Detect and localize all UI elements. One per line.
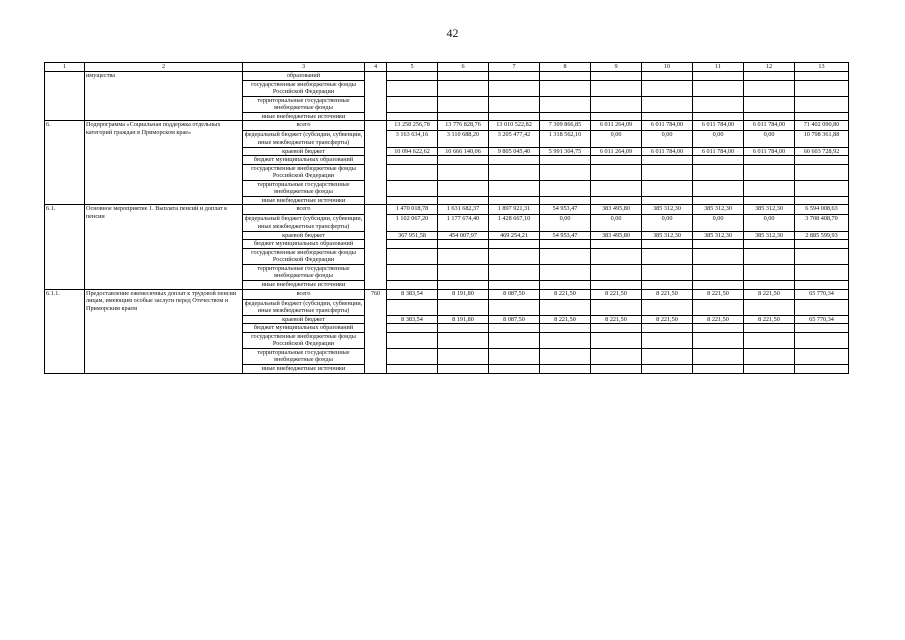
value-cell bbox=[591, 196, 642, 205]
funding-source-cell: краевой бюджет bbox=[243, 315, 365, 324]
value-cell bbox=[540, 180, 591, 196]
funding-source-cell: территориальные государственные внебюджетные фонды bbox=[243, 96, 365, 112]
value-cell bbox=[591, 280, 642, 289]
value-cell bbox=[795, 240, 849, 249]
value-cell bbox=[540, 72, 591, 81]
value-cell bbox=[642, 365, 693, 374]
value-cell: 469 254,21 bbox=[489, 231, 540, 240]
funding-source-cell: территориальные государственные внебюджетные фонды bbox=[243, 180, 365, 196]
value-cell: 1 428 667,10 bbox=[489, 215, 540, 231]
value-cell bbox=[438, 164, 489, 180]
value-cell: 54 953,47 bbox=[540, 205, 591, 215]
value-cell: 3 110 688,20 bbox=[438, 131, 489, 147]
value-cell bbox=[438, 80, 489, 96]
value-cell: 6 011 264,09 bbox=[591, 121, 642, 131]
value-cell: 8 087,50 bbox=[489, 315, 540, 324]
value-cell bbox=[387, 196, 438, 205]
value-cell bbox=[540, 348, 591, 364]
value-cell bbox=[591, 248, 642, 264]
value-cell: 1 470 018,78 bbox=[387, 205, 438, 215]
funding-source-cell: государственные внебюджетные фонды Российской Федерации bbox=[243, 248, 365, 264]
value-cell bbox=[438, 348, 489, 364]
value-cell bbox=[387, 240, 438, 249]
funding-source-cell: федеральный бюджет (субсидии, субвенции, иные межбюджетные трансферты) bbox=[243, 131, 365, 147]
value-cell: 8 087,50 bbox=[489, 289, 540, 299]
value-cell bbox=[795, 264, 849, 280]
value-cell: 8 221,50 bbox=[540, 315, 591, 324]
value-cell bbox=[795, 196, 849, 205]
value-cell bbox=[438, 240, 489, 249]
value-cell bbox=[642, 180, 693, 196]
value-cell: 6 011 264,09 bbox=[591, 147, 642, 156]
value-cell bbox=[387, 96, 438, 112]
value-cell bbox=[438, 196, 489, 205]
value-cell: 8 221,50 bbox=[693, 315, 744, 324]
column-header: 11 bbox=[693, 63, 744, 72]
value-cell: 9 805 045,40 bbox=[489, 147, 540, 156]
value-cell: 8 221,50 bbox=[642, 289, 693, 299]
funding-source-cell: бюджет муниципальных образований bbox=[243, 240, 365, 249]
value-cell bbox=[642, 324, 693, 333]
value-cell bbox=[387, 332, 438, 348]
value-cell bbox=[387, 180, 438, 196]
value-cell bbox=[693, 196, 744, 205]
value-cell bbox=[642, 348, 693, 364]
value-cell: 8 221,50 bbox=[744, 315, 795, 324]
value-cell bbox=[693, 96, 744, 112]
value-cell bbox=[438, 248, 489, 264]
value-cell: 60 603 728,92 bbox=[795, 147, 849, 156]
column-header: 8 bbox=[540, 63, 591, 72]
value-cell: 6 594 008,63 bbox=[795, 205, 849, 215]
value-cell bbox=[693, 348, 744, 364]
funding-source-cell: образований bbox=[243, 72, 365, 81]
value-cell bbox=[744, 280, 795, 289]
value-cell bbox=[795, 72, 849, 81]
value-cell: 0,00 bbox=[693, 215, 744, 231]
value-cell bbox=[591, 332, 642, 348]
column-header: 2 bbox=[85, 63, 243, 72]
value-cell bbox=[591, 72, 642, 81]
value-cell: 8 221,50 bbox=[642, 315, 693, 324]
value-cell bbox=[438, 180, 489, 196]
value-cell: 5 991 304,75 bbox=[540, 147, 591, 156]
column-header: 3 bbox=[243, 63, 365, 72]
value-cell bbox=[642, 156, 693, 165]
value-cell bbox=[489, 112, 540, 121]
value-cell bbox=[693, 324, 744, 333]
column-header: 10 bbox=[642, 63, 693, 72]
value-cell bbox=[744, 72, 795, 81]
column-header: 9 bbox=[591, 63, 642, 72]
value-cell: 6 011 784,00 bbox=[744, 121, 795, 131]
value-cell bbox=[642, 248, 693, 264]
value-cell bbox=[540, 299, 591, 315]
value-cell bbox=[438, 324, 489, 333]
value-cell bbox=[693, 180, 744, 196]
funding-source-cell: краевой бюджет bbox=[243, 147, 365, 156]
funding-source-cell: федеральный бюджет (субсидии, субвенции, иные межбюджетные трансферты) bbox=[243, 215, 365, 231]
value-cell: 8 221,50 bbox=[744, 289, 795, 299]
value-cell: 13 258 256,78 bbox=[387, 121, 438, 131]
column-header: 5 bbox=[387, 63, 438, 72]
table-row bbox=[45, 72, 849, 81]
value-cell bbox=[642, 164, 693, 180]
value-cell bbox=[591, 112, 642, 121]
value-cell bbox=[489, 96, 540, 112]
value-cell bbox=[489, 332, 540, 348]
value-cell: 10 094 622,62 bbox=[387, 147, 438, 156]
value-cell: 7 309 866,85 bbox=[540, 121, 591, 131]
value-cell bbox=[489, 348, 540, 364]
value-cell bbox=[438, 72, 489, 81]
value-cell: 6 011 784,00 bbox=[642, 121, 693, 131]
value-cell: 1 102 067,20 bbox=[387, 215, 438, 231]
value-cell bbox=[489, 72, 540, 81]
table-row bbox=[45, 205, 849, 215]
value-cell: 13 010 522,82 bbox=[489, 121, 540, 131]
value-cell bbox=[744, 196, 795, 205]
value-cell bbox=[795, 324, 849, 333]
value-cell bbox=[693, 332, 744, 348]
value-cell bbox=[642, 112, 693, 121]
value-cell bbox=[540, 280, 591, 289]
value-cell: 8 191,80 bbox=[438, 289, 489, 299]
funding-source-cell: краевой бюджет bbox=[243, 231, 365, 240]
value-cell bbox=[591, 156, 642, 165]
value-cell bbox=[744, 348, 795, 364]
value-cell bbox=[540, 164, 591, 180]
funding-source-cell: государственные внебюджетные фонды Российской Федерации bbox=[243, 164, 365, 180]
funding-source-cell: иные внебюджетные источники bbox=[243, 112, 365, 121]
value-cell bbox=[540, 240, 591, 249]
value-cell: 6 011 784,00 bbox=[693, 121, 744, 131]
value-cell bbox=[438, 112, 489, 121]
code-cell bbox=[365, 72, 387, 121]
value-cell bbox=[438, 280, 489, 289]
row-number-cell bbox=[45, 72, 85, 121]
value-cell bbox=[387, 324, 438, 333]
column-header: 7 bbox=[489, 63, 540, 72]
value-cell bbox=[795, 164, 849, 180]
value-cell bbox=[489, 80, 540, 96]
header-row bbox=[45, 63, 849, 72]
value-cell bbox=[438, 96, 489, 112]
funding-source-cell: бюджет муниципальных образований bbox=[243, 324, 365, 333]
value-cell: 65 770,34 bbox=[795, 315, 849, 324]
value-cell bbox=[387, 365, 438, 374]
value-cell: 54 953,47 bbox=[540, 231, 591, 240]
value-cell bbox=[489, 264, 540, 280]
value-cell bbox=[591, 264, 642, 280]
value-cell bbox=[744, 248, 795, 264]
value-cell bbox=[438, 264, 489, 280]
value-cell bbox=[642, 96, 693, 112]
value-cell bbox=[387, 164, 438, 180]
value-cell bbox=[744, 264, 795, 280]
value-cell bbox=[642, 240, 693, 249]
value-cell: 3 205 477,42 bbox=[489, 131, 540, 147]
value-cell bbox=[744, 156, 795, 165]
value-cell bbox=[540, 80, 591, 96]
value-cell: 0,00 bbox=[744, 131, 795, 147]
value-cell bbox=[744, 332, 795, 348]
value-cell: 8 221,50 bbox=[540, 289, 591, 299]
code-cell: 760 bbox=[365, 289, 387, 373]
value-cell bbox=[693, 248, 744, 264]
value-cell bbox=[693, 164, 744, 180]
value-cell bbox=[489, 164, 540, 180]
value-cell bbox=[693, 72, 744, 81]
value-cell: 0,00 bbox=[693, 131, 744, 147]
column-header: 1 bbox=[45, 63, 85, 72]
program-name-cell: Основное мероприятие 1. Выплата пенсий и доплат к пенсии bbox=[85, 205, 243, 289]
value-cell bbox=[489, 365, 540, 374]
value-cell: 1 631 682,37 bbox=[438, 205, 489, 215]
funding-source-cell: государственные внебюджетные фонды Российской Федерации bbox=[243, 332, 365, 348]
funding-source-cell: всего bbox=[243, 289, 365, 299]
value-cell bbox=[591, 96, 642, 112]
value-cell bbox=[591, 324, 642, 333]
value-cell bbox=[744, 324, 795, 333]
value-cell bbox=[591, 164, 642, 180]
value-cell bbox=[591, 348, 642, 364]
column-header: 12 bbox=[744, 63, 795, 72]
table-row bbox=[45, 289, 849, 299]
value-cell bbox=[795, 248, 849, 264]
value-cell bbox=[540, 196, 591, 205]
value-cell: 8 383,54 bbox=[387, 315, 438, 324]
funding-source-cell: всего bbox=[243, 121, 365, 131]
value-cell bbox=[693, 280, 744, 289]
funding-source-cell: иные внебюджетные источники bbox=[243, 280, 365, 289]
value-cell bbox=[540, 332, 591, 348]
funding-source-cell: территориальные государственные внебюджетные фонды bbox=[243, 264, 365, 280]
value-cell bbox=[642, 299, 693, 315]
value-cell: 8 221,50 bbox=[591, 289, 642, 299]
value-cell: 385 312,30 bbox=[693, 205, 744, 215]
value-cell bbox=[591, 80, 642, 96]
value-cell bbox=[693, 112, 744, 121]
table-row bbox=[45, 121, 849, 131]
value-cell bbox=[744, 96, 795, 112]
value-cell bbox=[795, 365, 849, 374]
value-cell bbox=[489, 196, 540, 205]
value-cell: 3 708 408,70 bbox=[795, 215, 849, 231]
value-cell: 0,00 bbox=[591, 215, 642, 231]
value-cell bbox=[795, 280, 849, 289]
value-cell bbox=[540, 248, 591, 264]
value-cell bbox=[489, 156, 540, 165]
value-cell: 65 770,34 bbox=[795, 289, 849, 299]
value-cell bbox=[540, 96, 591, 112]
value-cell: 0,00 bbox=[591, 131, 642, 147]
value-cell bbox=[438, 365, 489, 374]
value-cell: 6 011 784,00 bbox=[744, 147, 795, 156]
value-cell bbox=[744, 164, 795, 180]
value-cell bbox=[642, 80, 693, 96]
value-cell: 0,00 bbox=[642, 131, 693, 147]
value-cell bbox=[540, 365, 591, 374]
value-cell bbox=[642, 72, 693, 81]
value-cell: 454 007,97 bbox=[438, 231, 489, 240]
value-cell bbox=[693, 264, 744, 280]
value-cell: 385 312,30 bbox=[642, 231, 693, 240]
value-cell bbox=[591, 365, 642, 374]
program-name-cell: имущества bbox=[85, 72, 243, 121]
program-name-cell: Подпрограмма «Социальная поддержка отдельных категорий граждан в Приморском крае» bbox=[85, 121, 243, 205]
row-number-cell: 6.1. bbox=[45, 205, 85, 289]
value-cell bbox=[387, 112, 438, 121]
value-cell bbox=[387, 264, 438, 280]
value-cell: 385 312,30 bbox=[744, 231, 795, 240]
value-cell bbox=[591, 180, 642, 196]
value-cell: 0,00 bbox=[744, 215, 795, 231]
value-cell bbox=[642, 264, 693, 280]
value-cell bbox=[795, 348, 849, 364]
value-cell bbox=[387, 280, 438, 289]
value-cell: 8 383,54 bbox=[387, 289, 438, 299]
value-cell: 1 897 921,31 bbox=[489, 205, 540, 215]
column-header: 13 bbox=[795, 63, 849, 72]
value-cell bbox=[744, 299, 795, 315]
value-cell bbox=[489, 180, 540, 196]
value-cell bbox=[438, 156, 489, 165]
value-cell bbox=[642, 280, 693, 289]
value-cell bbox=[387, 348, 438, 364]
funding-source-cell: иные внебюджетные источники bbox=[243, 365, 365, 374]
value-cell: 367 951,58 bbox=[387, 231, 438, 240]
value-cell bbox=[795, 156, 849, 165]
value-cell bbox=[744, 180, 795, 196]
value-cell bbox=[591, 240, 642, 249]
value-cell: 3 163 634,16 bbox=[387, 131, 438, 147]
column-header: 6 bbox=[438, 63, 489, 72]
value-cell bbox=[693, 365, 744, 374]
value-cell bbox=[795, 112, 849, 121]
funding-source-cell: иные внебюджетные источники bbox=[243, 196, 365, 205]
value-cell bbox=[642, 332, 693, 348]
value-cell: 383 495,80 bbox=[591, 205, 642, 215]
value-cell bbox=[438, 299, 489, 315]
value-cell bbox=[693, 240, 744, 249]
value-cell: 1 318 562,10 bbox=[540, 131, 591, 147]
code-cell bbox=[365, 121, 387, 205]
funding-source-cell: территориальные государственные внебюджетные фонды bbox=[243, 348, 365, 364]
value-cell: 0,00 bbox=[642, 215, 693, 231]
value-cell bbox=[540, 156, 591, 165]
value-cell bbox=[795, 180, 849, 196]
value-cell bbox=[591, 299, 642, 315]
funding-source-cell: всего bbox=[243, 205, 365, 215]
value-cell: 71 402 090,80 bbox=[795, 121, 849, 131]
value-cell bbox=[489, 240, 540, 249]
value-cell: 13 776 828,76 bbox=[438, 121, 489, 131]
budget-table bbox=[44, 62, 849, 374]
row-number-cell: 6. bbox=[45, 121, 85, 205]
value-cell bbox=[438, 332, 489, 348]
value-cell bbox=[387, 248, 438, 264]
program-name-cell: Предоставление ежемесячных доплат к трудовой пенсии лицам, имеющим особые заслуги перед Отечеством и Приморским краем bbox=[85, 289, 243, 373]
value-cell: 0,00 bbox=[540, 215, 591, 231]
value-cell bbox=[744, 240, 795, 249]
value-cell bbox=[744, 365, 795, 374]
funding-source-cell: государственные внебюджетные фонды Российской Федерации bbox=[243, 80, 365, 96]
value-cell bbox=[795, 80, 849, 96]
column-header: 4 bbox=[365, 63, 387, 72]
value-cell bbox=[489, 248, 540, 264]
value-cell bbox=[693, 156, 744, 165]
value-cell: 1 177 674,40 bbox=[438, 215, 489, 231]
value-cell bbox=[642, 196, 693, 205]
value-cell bbox=[387, 156, 438, 165]
value-cell bbox=[795, 96, 849, 112]
value-cell: 385 312,30 bbox=[642, 205, 693, 215]
value-cell bbox=[387, 299, 438, 315]
value-cell bbox=[489, 324, 540, 333]
funding-source-cell: бюджет муниципальных образований bbox=[243, 156, 365, 165]
value-cell: 8 191,80 bbox=[438, 315, 489, 324]
value-cell bbox=[540, 112, 591, 121]
page-number: 42 bbox=[446, 26, 459, 40]
value-cell bbox=[540, 324, 591, 333]
value-cell: 10 666 140,06 bbox=[438, 147, 489, 156]
value-cell: 8 221,50 bbox=[591, 315, 642, 324]
value-cell bbox=[693, 80, 744, 96]
value-cell: 10 798 361,88 bbox=[795, 131, 849, 147]
value-cell: 385 312,30 bbox=[693, 231, 744, 240]
value-cell: 6 011 784,00 bbox=[642, 147, 693, 156]
value-cell bbox=[744, 80, 795, 96]
code-cell bbox=[365, 205, 387, 289]
value-cell bbox=[693, 299, 744, 315]
value-cell bbox=[795, 332, 849, 348]
value-cell bbox=[744, 112, 795, 121]
row-number-cell: 6.1.1. bbox=[45, 289, 85, 373]
value-cell: 2 885 599,93 bbox=[795, 231, 849, 240]
value-cell: 8 221,50 bbox=[693, 289, 744, 299]
value-cell bbox=[795, 299, 849, 315]
value-cell: 6 011 784,00 bbox=[693, 147, 744, 156]
value-cell: 383 495,80 bbox=[591, 231, 642, 240]
value-cell bbox=[540, 264, 591, 280]
value-cell bbox=[489, 280, 540, 289]
funding-source-cell: федеральный бюджет (субсидии, субвенции, иные межбюджетные трансферты) bbox=[243, 299, 365, 315]
value-cell bbox=[489, 299, 540, 315]
value-cell: 385 312,30 bbox=[744, 205, 795, 215]
value-cell bbox=[387, 72, 438, 81]
value-cell bbox=[387, 80, 438, 96]
